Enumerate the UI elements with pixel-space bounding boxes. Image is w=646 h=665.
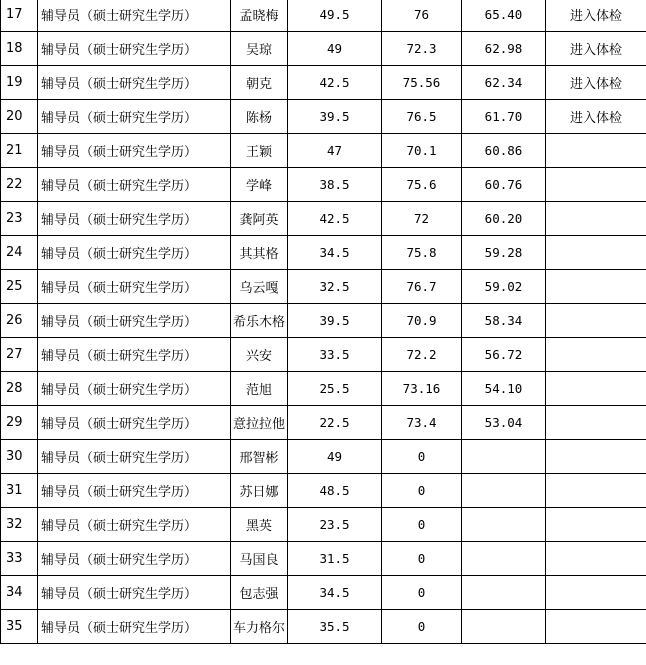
- row-number: 22: [1, 168, 38, 202]
- remark-cell: [546, 134, 646, 168]
- row-number: 35: [1, 610, 38, 644]
- written-score: 49: [288, 32, 382, 66]
- total-score: 60.20: [462, 202, 546, 236]
- table-row: [1, 576, 646, 610]
- total-score: [462, 576, 546, 610]
- remark-cell: [546, 542, 646, 576]
- written-score: 39.5: [288, 100, 382, 134]
- candidate-name: 马国良: [231, 542, 288, 576]
- interview-score: 76.5: [382, 100, 462, 134]
- written-score: 22.5: [288, 406, 382, 440]
- candidate-name: 意拉拉他: [231, 406, 288, 440]
- interview-score: 72.3: [382, 32, 462, 66]
- row-number: 33: [1, 542, 38, 576]
- table-row: [1, 0, 646, 32]
- written-score: 31.5: [288, 542, 382, 576]
- written-score: 49.5: [288, 0, 382, 32]
- interview-score: 0: [382, 474, 462, 508]
- interview-score: 75.56: [382, 66, 462, 100]
- row-number: 31: [1, 474, 38, 508]
- interview-score: 0: [382, 576, 462, 610]
- row-number: 30: [1, 440, 38, 474]
- interview-score: 73.16: [382, 372, 462, 406]
- position-cell: 辅导员（硕士研究生学历）: [38, 236, 231, 270]
- written-score: 35.5: [288, 610, 382, 644]
- written-score: 38.5: [288, 168, 382, 202]
- candidate-name: 孟晓梅: [231, 0, 288, 32]
- position-cell: 辅导员（硕士研究生学历）: [38, 202, 231, 236]
- position-cell: 辅导员（硕士研究生学历）: [38, 0, 231, 32]
- interview-score: 72.2: [382, 338, 462, 372]
- row-number: 26: [1, 304, 38, 338]
- position-cell: 辅导员（硕士研究生学历）: [38, 270, 231, 304]
- position-cell: 辅导员（硕士研究生学历）: [38, 66, 231, 100]
- candidate-name: 吴琼: [231, 32, 288, 66]
- table-row: [1, 134, 646, 168]
- position-cell: 辅导员（硕士研究生学历）: [38, 508, 231, 542]
- total-score: 59.28: [462, 236, 546, 270]
- remark-cell: [546, 440, 646, 474]
- position-cell: 辅导员（硕士研究生学历）: [38, 304, 231, 338]
- remark-cell: [546, 474, 646, 508]
- table-row: [1, 338, 646, 372]
- table-row: [1, 372, 646, 406]
- written-score: 42.5: [288, 66, 382, 100]
- table-row: [1, 270, 646, 304]
- remark-cell: [546, 338, 646, 372]
- total-score: 59.02: [462, 270, 546, 304]
- candidate-name: 范旭: [231, 372, 288, 406]
- interview-score: 72: [382, 202, 462, 236]
- total-score: [462, 508, 546, 542]
- interview-score: 76.7: [382, 270, 462, 304]
- position-cell: 辅导员（硕士研究生学历）: [38, 440, 231, 474]
- written-score: 34.5: [288, 576, 382, 610]
- remark-cell: 进入体检: [546, 66, 646, 100]
- position-cell: 辅导员（硕士研究生学历）: [38, 372, 231, 406]
- remark-cell: [546, 236, 646, 270]
- position-cell: 辅导员（硕士研究生学历）: [38, 134, 231, 168]
- total-score: 62.98: [462, 32, 546, 66]
- candidate-name: 车力格尔: [231, 610, 288, 644]
- position-cell: 辅导员（硕士研究生学历）: [38, 474, 231, 508]
- total-score: 56.72: [462, 338, 546, 372]
- table-row: [1, 202, 646, 236]
- candidate-name: 乌云嘎: [231, 270, 288, 304]
- position-cell: 辅导员（硕士研究生学历）: [38, 32, 231, 66]
- table-row: [1, 100, 646, 134]
- total-score: 58.34: [462, 304, 546, 338]
- remark-cell: [546, 372, 646, 406]
- remark-cell: [546, 304, 646, 338]
- candidate-name: 兴安: [231, 338, 288, 372]
- row-number: 23: [1, 202, 38, 236]
- remark-cell: [546, 202, 646, 236]
- position-cell: 辅导员（硕士研究生学历）: [38, 576, 231, 610]
- remark-cell: 进入体检: [546, 100, 646, 134]
- total-score: 62.34: [462, 66, 546, 100]
- table-row: [1, 474, 646, 508]
- table-row: [1, 610, 646, 644]
- position-cell: 辅导员（硕士研究生学历）: [38, 168, 231, 202]
- written-score: 23.5: [288, 508, 382, 542]
- written-score: 39.5: [288, 304, 382, 338]
- row-number: 19: [1, 66, 38, 100]
- written-score: 48.5: [288, 474, 382, 508]
- remark-cell: [546, 610, 646, 644]
- interview-score: 70.1: [382, 134, 462, 168]
- remark-cell: [546, 168, 646, 202]
- remark-cell: [546, 406, 646, 440]
- row-number: 21: [1, 134, 38, 168]
- total-score: [462, 440, 546, 474]
- total-score: [462, 474, 546, 508]
- candidate-name: 王颖: [231, 134, 288, 168]
- row-number: 34: [1, 576, 38, 610]
- written-score: 33.5: [288, 338, 382, 372]
- row-number: 24: [1, 236, 38, 270]
- position-cell: 辅导员（硕士研究生学历）: [38, 100, 231, 134]
- results-table-body: [1, 0, 646, 644]
- row-number: 28: [1, 372, 38, 406]
- table-row: [1, 508, 646, 542]
- interview-score: 75.6: [382, 168, 462, 202]
- written-score: 25.5: [288, 372, 382, 406]
- row-number: 27: [1, 338, 38, 372]
- interview-score: 0: [382, 440, 462, 474]
- written-score: 32.5: [288, 270, 382, 304]
- total-score: 54.10: [462, 372, 546, 406]
- position-cell: 辅导员（硕士研究生学历）: [38, 406, 231, 440]
- total-score: 61.70: [462, 100, 546, 134]
- table-row: [1, 440, 646, 474]
- written-score: 47: [288, 134, 382, 168]
- written-score: 49: [288, 440, 382, 474]
- candidate-name: 其其格: [231, 236, 288, 270]
- candidate-name: 邢智彬: [231, 440, 288, 474]
- row-number: 29: [1, 406, 38, 440]
- interview-score: 0: [382, 610, 462, 644]
- remark-cell: [546, 576, 646, 610]
- interview-score: 0: [382, 508, 462, 542]
- remark-cell: 进入体检: [546, 32, 646, 66]
- row-number: 18: [1, 32, 38, 66]
- row-number: 25: [1, 270, 38, 304]
- position-cell: 辅导员（硕士研究生学历）: [38, 610, 231, 644]
- row-number: 32: [1, 508, 38, 542]
- table-row: [1, 236, 646, 270]
- candidate-name: 黑英: [231, 508, 288, 542]
- interview-score: 76: [382, 0, 462, 32]
- interview-score: 75.8: [382, 236, 462, 270]
- remark-cell: [546, 508, 646, 542]
- total-score: [462, 542, 546, 576]
- candidate-name: 学峰: [231, 168, 288, 202]
- candidate-name: 包志强: [231, 576, 288, 610]
- row-number: 20: [1, 100, 38, 134]
- total-score: 53.04: [462, 406, 546, 440]
- table-row: [1, 406, 646, 440]
- total-score: 60.76: [462, 168, 546, 202]
- candidate-name: 龚阿英: [231, 202, 288, 236]
- written-score: 42.5: [288, 202, 382, 236]
- table-row: [1, 66, 646, 100]
- table-row: [1, 542, 646, 576]
- candidate-name: 朝克: [231, 66, 288, 100]
- candidate-name: 苏日娜: [231, 474, 288, 508]
- interview-score: 0: [382, 542, 462, 576]
- total-score: 65.40: [462, 0, 546, 32]
- total-score: [462, 610, 546, 644]
- interview-score: 73.4: [382, 406, 462, 440]
- position-cell: 辅导员（硕士研究生学历）: [38, 542, 231, 576]
- table-row: [1, 32, 646, 66]
- remark-cell: 进入体检: [546, 0, 646, 32]
- table-row: [1, 168, 646, 202]
- total-score: 60.86: [462, 134, 546, 168]
- written-score: 34.5: [288, 236, 382, 270]
- table-row: [1, 304, 646, 338]
- candidate-name: 希乐木格: [231, 304, 288, 338]
- candidate-name: 陈杨: [231, 100, 288, 134]
- interview-score: 70.9: [382, 304, 462, 338]
- row-number: 17: [1, 0, 38, 32]
- position-cell: 辅导员（硕士研究生学历）: [38, 338, 231, 372]
- remark-cell: [546, 270, 646, 304]
